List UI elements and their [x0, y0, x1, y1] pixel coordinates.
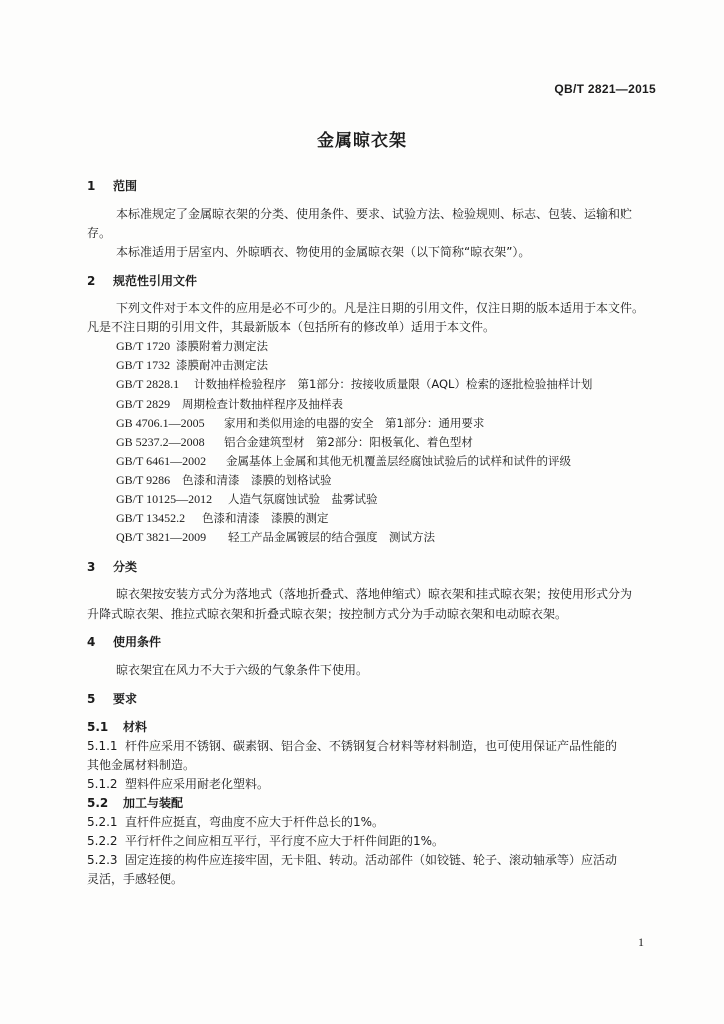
reference-item	[116, 510, 329, 526]
reference-item	[116, 529, 435, 545]
reference-item	[116, 415, 484, 431]
reference-code: GB 4706.1—2005	[116, 416, 205, 430]
clause-number: 5.1.1	[87, 739, 118, 753]
section-title: 要求	[113, 692, 138, 706]
clause-text: 杆件应采用不锈钢、碳素钢、铝合金、不锈钢复合材料等材料制造，也可使用保证产品性能的	[125, 739, 618, 753]
section-2-heading	[87, 273, 197, 289]
reference-item	[116, 453, 571, 469]
paragraph-line: 本标准规定了金属晾衣架的分类、使用条件、要求、试验方法、检验规则、标志、包装、运输和贮	[116, 207, 633, 221]
paragraph-line: 本标准适用于居室内、外晾晒衣、物使用的金属晾衣架（以下简称“晾衣架”）。	[116, 245, 531, 259]
section-number: 2	[87, 274, 96, 288]
section-3-heading	[87, 559, 137, 575]
clause-text: 固定连接的构件应连接牢固，无卡阻、转动。活动部件（如铰链、轮子、滚动轴承等）应活动	[125, 853, 618, 867]
clause-5-2-2	[87, 833, 444, 849]
reference-item	[116, 338, 268, 354]
subsection-title: 加工与装配	[123, 796, 184, 810]
section-title: 范围	[113, 179, 138, 193]
section-4-heading	[87, 634, 161, 650]
subsection-title: 材料	[123, 720, 148, 734]
clause-text: 塑料件应采用耐老化塑料。	[125, 777, 270, 791]
reference-item	[116, 434, 473, 450]
reference-code: QB/T 3821—2009	[116, 530, 207, 544]
section-number: 5	[87, 692, 96, 706]
page-number: 1	[638, 935, 644, 949]
reference-code: GB/T 1720	[116, 339, 171, 353]
reference-item	[116, 472, 332, 488]
reference-item	[116, 491, 378, 507]
reference-code: GB/T 13452.2	[116, 511, 186, 525]
paragraph-line: 凡是不注日期的引用文件，其最新版本（包括所有的修改单）适用于本文件。	[87, 320, 496, 334]
section-number: 1	[87, 179, 96, 193]
reference-code: GB/T 10125—2012	[116, 492, 213, 506]
reference-title: 漆膜耐冲击测定法	[176, 358, 268, 372]
clause-5-2-1	[87, 814, 384, 830]
section-title: 使用条件	[113, 635, 162, 649]
reference-code: GB 5237.2—2008	[116, 435, 205, 449]
reference-title: 人造气氛腐蚀试验 盐雾试验	[228, 492, 378, 506]
reference-title: 轻工产品金属镀层的结合强度 测试方法	[228, 530, 435, 544]
reference-code: GB/T 6461—2002	[116, 454, 207, 468]
clause-5-1-1	[87, 738, 617, 754]
section-number: 3	[87, 560, 96, 574]
reference-title: 计数抽样检验程序 第1部分：按接收质量限（AQL）检索的逐批检验抽样计划	[194, 377, 593, 391]
paragraph-line: 下列文件对于本文件的应用是必不可少的。凡是注日期的引用文件，仅注日期的版本适用于本文件。	[116, 301, 645, 315]
paragraph-line: 存。	[87, 226, 112, 240]
reference-title: 色漆和清漆 漆膜的划格试验	[182, 473, 332, 487]
paragraph-line: 灵活，手感轻便。	[87, 872, 184, 886]
reference-code: GB/T 9286	[116, 473, 171, 487]
clause-text: 平行杆件之间应相互平行，平行度不应大于杆件间距的1%。	[125, 834, 445, 848]
subsection-number: 5.1	[87, 720, 109, 734]
reference-title: 周期检查计数抽样程序及抽样表	[182, 397, 343, 411]
standard-code: QB/T 2821—2015	[554, 82, 656, 96]
reference-title: 铝合金建筑型材 第2部分：阳极氧化、着色型材	[224, 435, 473, 449]
paragraph-line: 晾衣架宜在风力不大于六级的气象条件下使用。	[116, 663, 369, 677]
clause-5-2-3	[87, 852, 617, 868]
paragraph-line: 晾衣架按安装方式分为落地式（落地折叠式、落地伸缩式）晾衣架和挂式晾衣架；按使用形式分为	[116, 587, 633, 601]
clause-number: 5.1.2	[87, 777, 118, 791]
section-number: 4	[87, 635, 96, 649]
section-1-heading	[87, 178, 137, 194]
section-5-heading	[87, 691, 137, 707]
reference-title: 色漆和清漆 漆膜的测定	[202, 511, 329, 525]
reference-code: GB/T 2829	[116, 397, 171, 411]
paragraph-line: 其他金属材料制造。	[87, 758, 196, 772]
subsection-5-1-heading	[87, 719, 147, 735]
reference-code: GB/T 2828.1	[116, 377, 180, 391]
paragraph-line: 升降式晾衣架、推拉式晾衣架和折叠式晾衣架；按控制方式分为手动晾衣架和电动晾衣架。	[87, 607, 568, 621]
reference-title: 家用和类似用途的电器的安全 第1部分：通用要求	[224, 416, 485, 430]
clause-text: 直杆件应挺直，弯曲度不应大于杆件总长的1%。	[125, 815, 385, 829]
section-title: 分类	[113, 560, 138, 574]
clause-5-1-2	[87, 776, 269, 792]
reference-item	[116, 357, 268, 373]
section-title: 规范性引用文件	[113, 274, 198, 288]
clause-number: 5.2.1	[87, 815, 118, 829]
subsection-number: 5.2	[87, 796, 109, 810]
clause-number: 5.2.2	[87, 834, 118, 848]
subsection-5-2-heading	[87, 795, 183, 811]
reference-title: 漆膜附着力测定法	[176, 339, 268, 353]
page-title: 金属晾衣架	[317, 131, 407, 151]
reference-item	[116, 396, 343, 412]
clause-number: 5.2.3	[87, 853, 118, 867]
reference-item	[116, 376, 592, 392]
reference-code: GB/T 1732	[116, 358, 171, 372]
reference-title: 金属基体上金属和其他无机覆盖层经腐蚀试验后的试样和试件的评级	[226, 454, 571, 468]
